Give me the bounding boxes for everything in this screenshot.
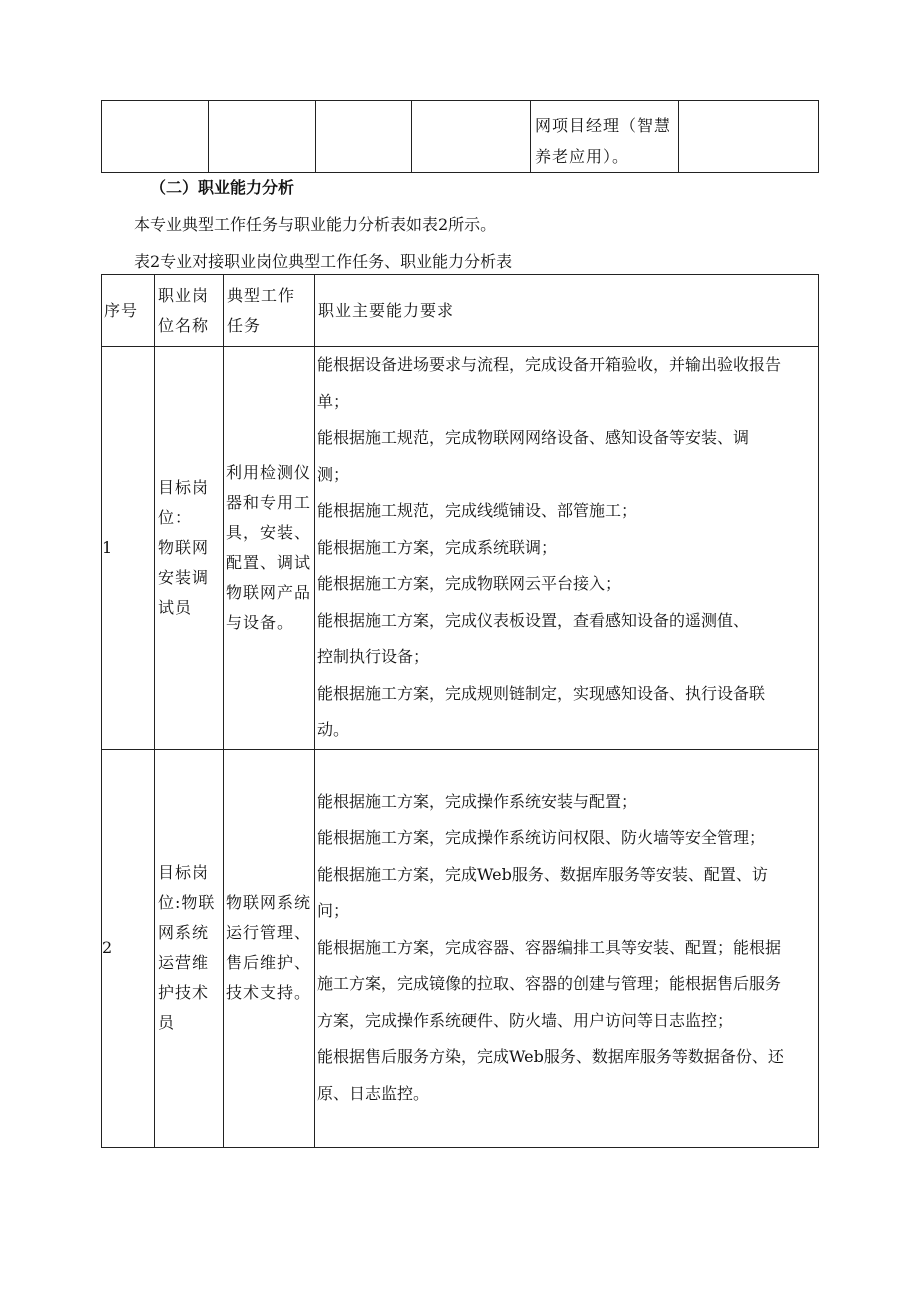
header-position-line: 位名称 xyxy=(158,315,210,335)
prev-cell-6 xyxy=(678,101,818,173)
ability-line: 原、日志监控。 xyxy=(317,1083,430,1103)
position-line: 物联网 xyxy=(158,537,210,557)
header-ability xyxy=(315,275,819,347)
task-line: 物联网产品 xyxy=(226,582,312,602)
header-no xyxy=(102,275,155,347)
ability-line: 能根据售后服务方染，完成Web服务、数据库服务等数据备份、还 xyxy=(317,1047,784,1067)
ability-line: 能根据施工方案，完成规则链制定，实现感知设备、执行设备联 xyxy=(317,683,766,703)
position-line: 运营维 xyxy=(158,953,210,972)
header-task xyxy=(224,275,315,347)
task-line: 技术支持。 xyxy=(226,983,312,1002)
position-line: 员 xyxy=(158,1013,176,1032)
task-line: 利用检测仪 xyxy=(226,462,312,482)
ability-line: 能根据设备进场要求与流程，完成设备开箱验收，并输出验收报告 xyxy=(317,355,782,374)
task-line: 器和专用工 xyxy=(226,492,312,512)
task-line: 与设备。 xyxy=(226,612,295,632)
ability-line: 问； xyxy=(317,901,350,921)
ability-line: 动。 xyxy=(317,720,350,739)
position-line: 网系统 xyxy=(158,923,210,942)
row2-abilities xyxy=(315,749,819,1147)
ability-line: 能根据施工方案，完成系统联调； xyxy=(317,537,558,557)
ability-line: 能根据施工规范，完成线缆铺设、部管施工； xyxy=(317,501,638,520)
prev-cell-3 xyxy=(316,101,412,173)
row2-task xyxy=(224,749,315,1147)
intro-paragraph: 本专业典型工作任务与职业能力分析表如表2所示。 xyxy=(134,215,497,234)
row1-task xyxy=(224,347,315,750)
table-caption: 表2专业对接职业岗位典型工作任务、职业能力分析表 xyxy=(134,252,513,271)
table-header-row xyxy=(102,275,819,347)
position-line: 目标岗 xyxy=(158,863,210,882)
ability-line: 方案，完成操作系统硬件、防火墙、用户访问等日志监控； xyxy=(317,1010,734,1030)
row-number: 1 xyxy=(102,537,114,557)
ability-table xyxy=(101,274,819,1148)
position-line: 安装调 xyxy=(158,567,210,587)
ability-line: 能根据施工方案，完成仪表板设置，查看感知设备的遥测值、 xyxy=(317,610,750,630)
ability-line: 控制执行设备； xyxy=(317,647,430,666)
row1-position xyxy=(155,347,224,750)
header-position-line: 职业岗 xyxy=(158,285,210,305)
row1-abilities xyxy=(315,347,819,750)
ability-line: 能根据施工规范，完成物联网网络设备、感知设备等安装、调 xyxy=(317,428,750,447)
position-line: 目标岗 xyxy=(158,477,210,497)
prev-cell-2 xyxy=(208,101,316,173)
ability-line: 能根据施工方案，完成物联网云平台接入； xyxy=(317,574,622,593)
ability-line: 能根据施工方案，完成Web服务、数据库服务等安装、配置、访 xyxy=(317,864,768,884)
row1-no xyxy=(102,347,155,750)
row-number: 2 xyxy=(102,938,114,957)
ability-line: 能根据施工方案，完成操作系统安装与配置； xyxy=(317,791,638,811)
prev-cell-4 xyxy=(411,101,530,173)
header-task-line: 任务 xyxy=(227,315,262,335)
position-line: 试员 xyxy=(158,597,193,617)
position-line: 位:物联 xyxy=(158,893,216,912)
header-task-line: 典型工作 xyxy=(227,285,296,305)
section-heading: （二）职业能力分析 xyxy=(150,178,295,197)
ability-line: 能根据施工方案，完成容器、容器编排工具等安装、配置；能根据 xyxy=(317,937,782,957)
task-line: 运行管理、 xyxy=(226,923,312,942)
prev-cell-1 xyxy=(102,101,209,173)
header-ability-text: 职业主要能力要求 xyxy=(318,300,455,320)
prev-cell-line: 养老应用）。 xyxy=(535,147,630,166)
header-no-text: 序号 xyxy=(104,300,139,320)
table-row xyxy=(102,347,819,750)
previous-table xyxy=(101,100,819,173)
prev-cell-line: 网项目经理（智慧 xyxy=(535,116,672,135)
task-line: 具，安装、 xyxy=(226,522,312,542)
row2-position xyxy=(155,749,224,1147)
position-line: 位： xyxy=(158,507,193,527)
table-row xyxy=(102,749,819,1147)
task-line: 售后维护、 xyxy=(226,953,312,972)
ability-line: 单； xyxy=(317,391,350,411)
row2-no xyxy=(102,749,155,1147)
ability-line: 施工方案，完成镜像的拉取、容器的创建与管理；能根据售后服务 xyxy=(317,974,782,994)
ability-line: 测； xyxy=(317,464,350,484)
position-line: 护技术 xyxy=(158,983,210,1002)
header-position xyxy=(155,275,224,347)
ability-line: 能根据施工方案，完成操作系统访问权限、防火墙等安全管理； xyxy=(317,828,766,848)
task-line: 物联网系统 xyxy=(226,893,312,912)
task-line: 配置、调试 xyxy=(226,552,312,572)
prev-cell-5 xyxy=(531,101,679,173)
